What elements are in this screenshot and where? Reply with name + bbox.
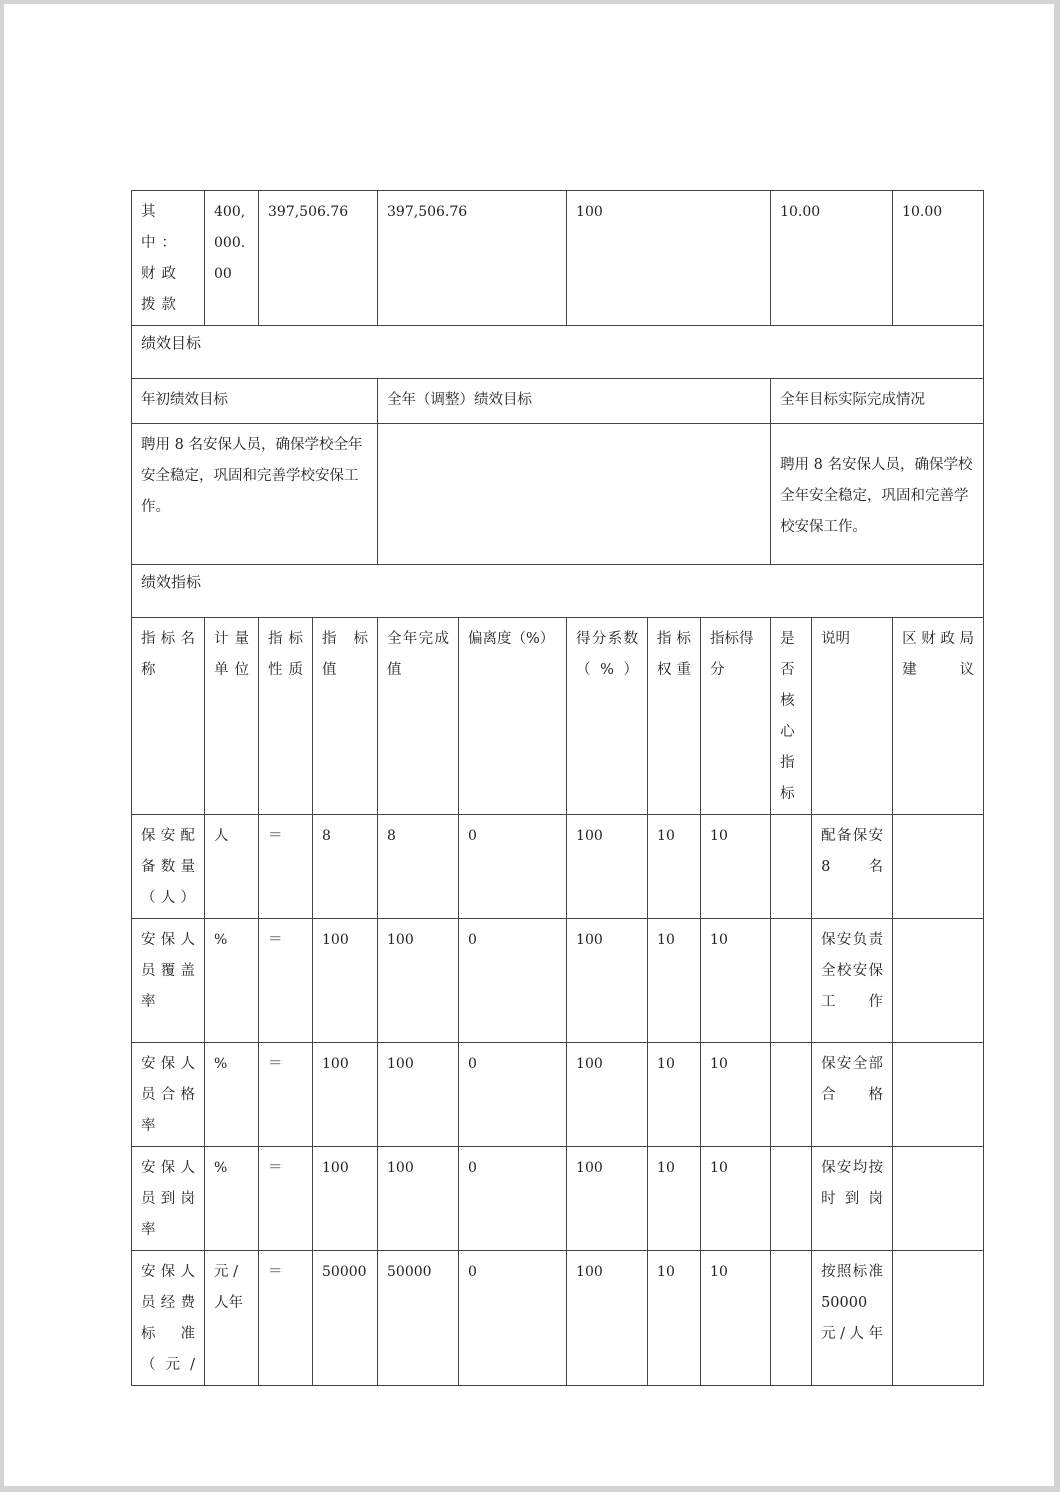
indicator-advice — [893, 1147, 984, 1251]
indicator-nature: ＝ — [259, 1147, 313, 1251]
indicator-advice — [893, 1043, 984, 1147]
header-indicator-score: 指标得分 — [701, 618, 771, 815]
indicator-unit: 元 / 人年 — [205, 1251, 259, 1386]
indicator-name: 安保人员到岗率 — [132, 1147, 205, 1251]
indicator-core — [771, 1043, 812, 1147]
header-score-coef: 得分系数（%） — [567, 618, 648, 815]
execution-score: 100 — [567, 191, 771, 326]
goals-section-row — [132, 326, 984, 379]
indicator-name: 安保人员覆盖率 — [132, 919, 205, 1043]
indicator-actual: 100 — [378, 1147, 459, 1251]
header-finance-advice: 区财政局建议 — [893, 618, 984, 815]
indicator-score: 10 — [701, 1147, 771, 1251]
indicator-row — [132, 1043, 984, 1147]
header-actual-value: 全年完成值 — [378, 618, 459, 815]
indicator-row — [132, 1251, 984, 1386]
indicator-target: 100 — [313, 919, 378, 1043]
header-weight: 指标权重 — [648, 618, 701, 815]
header-deviation: 偏离度（%） — [459, 618, 567, 815]
header-is-core: 是否核心指标 — [771, 618, 812, 815]
indicator-actual: 100 — [378, 919, 459, 1043]
goal-initial-text: 聘用 8 名安保人员，确保学校全年安全稳定，巩固和完善学校安保工作。 — [132, 424, 378, 565]
indicator-score: 10 — [701, 1251, 771, 1386]
indicator-core — [771, 815, 812, 919]
indicator-row — [132, 919, 984, 1043]
indicator-core — [771, 1147, 812, 1251]
indicator-score: 10 — [701, 1043, 771, 1147]
indicator-actual: 100 — [378, 1043, 459, 1147]
indicator-note: 配备保安8名 — [812, 815, 893, 919]
indicator-score: 10 — [701, 919, 771, 1043]
header-indicator-name: 指标名称 — [132, 618, 205, 815]
indicator-note: 保安负责全校安保工作 — [812, 919, 893, 1043]
indicator-coef: 100 — [567, 815, 648, 919]
indicator-actual: 50000 — [378, 1251, 459, 1386]
indicator-note: 保安均按时到岗 — [812, 1147, 893, 1251]
executed-amount: 397,506.76 — [378, 191, 567, 326]
indicator-unit: % — [205, 1043, 259, 1147]
annual-budget: 400,000.00 — [205, 191, 259, 326]
indicator-unit: 人 — [205, 815, 259, 919]
indicator-row — [132, 815, 984, 919]
adjusted-budget: 397,506.76 — [259, 191, 378, 326]
indicator-note: 保安全部合格 — [812, 1043, 893, 1147]
indicator-deviation: 0 — [459, 1251, 567, 1386]
goals-header-adjusted: 全年（调整）绩效目标 — [378, 379, 771, 424]
indicator-actual: 8 — [378, 815, 459, 919]
header-nature: 指标性质 — [259, 618, 313, 815]
indicator-deviation: 0 — [459, 919, 567, 1043]
header-note: 说明 — [812, 618, 893, 815]
indicator-advice — [893, 815, 984, 919]
indicator-target: 100 — [313, 1147, 378, 1251]
indicator-target: 100 — [313, 1043, 378, 1147]
goal-adjusted-text — [378, 424, 771, 565]
indicator-weight: 10 — [648, 815, 701, 919]
indicator-unit: % — [205, 919, 259, 1043]
indicator-deviation: 0 — [459, 1147, 567, 1251]
indicator-score: 10 — [701, 815, 771, 919]
indicators-header-row — [132, 618, 984, 815]
indicator-deviation: 0 — [459, 815, 567, 919]
indicator-advice — [893, 1251, 984, 1386]
goals-header-initial: 年初绩效目标 — [132, 379, 378, 424]
funding-final-score: 10.00 — [893, 191, 984, 326]
goals-content-row — [132, 424, 984, 565]
funding-row — [132, 191, 984, 326]
indicator-core — [771, 919, 812, 1043]
funding-weight: 10.00 — [771, 191, 893, 326]
indicator-coef: 100 — [567, 1147, 648, 1251]
indicators-section-row — [132, 565, 984, 618]
indicator-row — [132, 1147, 984, 1251]
indicator-nature: ＝ — [259, 1043, 313, 1147]
goals-header-actual: 全年目标实际完成情况 — [771, 379, 984, 424]
header-unit: 计量单位 — [205, 618, 259, 815]
indicator-name: 安保人员经费标准（元/ — [132, 1251, 205, 1386]
indicator-target: 50000 — [313, 1251, 378, 1386]
indicator-weight: 10 — [648, 1043, 701, 1147]
indicator-nature: ＝ — [259, 919, 313, 1043]
indicator-weight: 10 — [648, 1251, 701, 1386]
indicator-target: 8 — [313, 815, 378, 919]
funding-label: 其中：财政拨款 — [132, 191, 205, 326]
indicator-advice — [893, 919, 984, 1043]
indicators-section-title: 绩效指标 — [132, 565, 984, 618]
performance-table-page — [131, 190, 983, 1386]
indicator-note: 按照标准 50000 元/人年 — [812, 1251, 893, 1386]
indicator-deviation: 0 — [459, 1043, 567, 1147]
indicator-core — [771, 1251, 812, 1386]
indicator-name: 安保人员合格率 — [132, 1043, 205, 1147]
goals-section-title: 绩效目标 — [132, 326, 984, 379]
goals-header-row — [132, 379, 984, 424]
indicator-weight: 10 — [648, 919, 701, 1043]
header-target-value: 指 标值 — [313, 618, 378, 815]
indicator-nature: ＝ — [259, 815, 313, 919]
indicator-coef: 100 — [567, 919, 648, 1043]
indicator-coef: 100 — [567, 1251, 648, 1386]
indicator-unit: % — [205, 1147, 259, 1251]
indicator-weight: 10 — [648, 1147, 701, 1251]
indicator-coef: 100 — [567, 1043, 648, 1147]
indicator-name: 保安配备数量（人） — [132, 815, 205, 919]
performance-table — [131, 190, 984, 1386]
indicator-nature: ＝ — [259, 1251, 313, 1386]
goal-actual-text: 聘用 8 名安保人员，确保学校全年安全稳定，巩固和完善学校安保工作。 — [771, 424, 984, 565]
